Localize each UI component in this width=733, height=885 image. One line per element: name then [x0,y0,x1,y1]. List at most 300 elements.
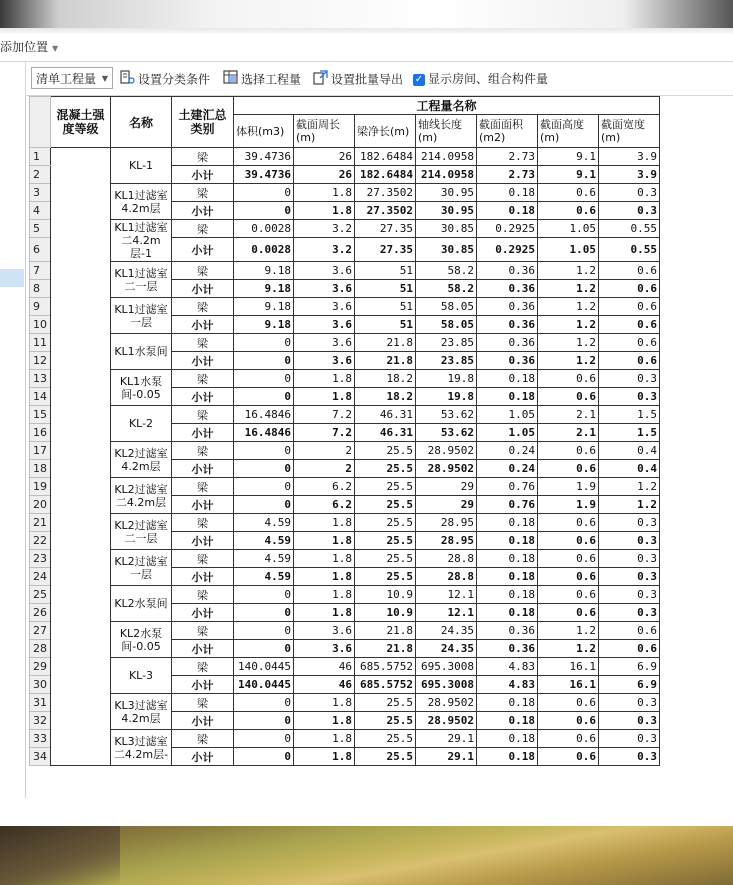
table-row[interactable] [30,334,660,352]
value-cell[interactable]: 2.73 [477,148,538,166]
value-cell[interactable]: 16.1 [538,658,599,676]
value-cell[interactable]: 0.6 [538,514,599,532]
value-cell[interactable]: 28.9502 [416,694,477,712]
value-cell[interactable]: 0.4 [599,442,660,460]
value-cell[interactable]: 58.2 [416,262,477,280]
value-cell[interactable]: 3.2 [294,238,355,262]
value-cell[interactable]: 29.1 [416,730,477,748]
value-cell[interactable]: 18.2 [355,370,416,388]
category-cell[interactable]: 梁 [172,514,234,532]
list-type-select[interactable] [31,67,113,89]
value-cell[interactable]: 25.5 [355,442,416,460]
name-cell[interactable]: KL1过滤室二4.2m层-1 [111,220,172,262]
value-cell[interactable]: 0.24 [477,460,538,478]
name-cell[interactable]: KL2过滤室一层 [111,550,172,586]
value-cell[interactable]: 0 [234,334,294,352]
value-cell[interactable]: 0.3 [599,370,660,388]
value-cell[interactable]: 0.18 [477,730,538,748]
value-cell[interactable]: 0.3 [599,694,660,712]
value-cell[interactable]: 3.9 [599,148,660,166]
value-cell[interactable]: 4.83 [477,676,538,694]
value-cell[interactable]: 0.36 [477,640,538,658]
name-cell[interactable]: KL2过滤室4.2m层 [111,442,172,478]
value-cell[interactable]: 25.5 [355,460,416,478]
left-panel-selected-row[interactable] [0,269,24,287]
table-row[interactable] [30,658,660,676]
value-cell[interactable]: 6.2 [294,478,355,496]
value-cell[interactable]: 16.4846 [234,406,294,424]
value-cell[interactable]: 2 [294,460,355,478]
category-cell[interactable]: 梁 [172,184,234,202]
value-cell[interactable]: 0 [234,496,294,514]
value-cell[interactable]: 0 [234,370,294,388]
value-cell[interactable]: 0.55 [599,238,660,262]
value-cell[interactable]: 0.6 [538,550,599,568]
value-cell[interactable]: 2.1 [538,424,599,442]
category-cell[interactable]: 梁 [172,220,234,238]
value-cell[interactable]: 0 [234,748,294,766]
value-cell[interactable]: 0.36 [477,298,538,316]
value-cell[interactable]: 1.8 [294,388,355,406]
value-cell[interactable]: 28.95 [416,514,477,532]
value-cell[interactable]: 214.0958 [416,148,477,166]
category-cell[interactable]: 小计 [172,166,234,184]
value-cell[interactable]: 46.31 [355,406,416,424]
value-cell[interactable]: 1.8 [294,532,355,550]
value-cell[interactable]: 0 [234,442,294,460]
value-cell[interactable]: 30.95 [416,184,477,202]
value-cell[interactable]: 0.18 [477,748,538,766]
value-cell[interactable]: 0.0028 [234,220,294,238]
value-cell[interactable]: 7.2 [294,406,355,424]
category-cell[interactable]: 梁 [172,550,234,568]
table-row[interactable] [30,148,660,166]
value-cell[interactable]: 3.6 [294,334,355,352]
value-cell[interactable]: 28.95 [416,532,477,550]
value-cell[interactable]: 0.6 [538,532,599,550]
value-cell[interactable]: 1.8 [294,748,355,766]
value-cell[interactable]: 0 [234,478,294,496]
value-cell[interactable]: 21.8 [355,622,416,640]
value-cell[interactable]: 27.3502 [355,202,416,220]
value-cell[interactable]: 0.6 [538,442,599,460]
category-cell[interactable]: 梁 [172,298,234,316]
value-cell[interactable]: 58.2 [416,280,477,298]
value-cell[interactable]: 0.3 [599,730,660,748]
table-row[interactable] [30,442,660,460]
value-cell[interactable]: 28.8 [416,568,477,586]
value-cell[interactable]: 9.18 [234,280,294,298]
table-row[interactable] [30,586,660,604]
value-cell[interactable]: 4.83 [477,658,538,676]
value-cell[interactable]: 51 [355,316,416,334]
value-cell[interactable]: 9.1 [538,148,599,166]
value-cell[interactable]: 0 [234,712,294,730]
value-cell[interactable]: 0.0028 [234,238,294,262]
value-cell[interactable]: 9.1 [538,166,599,184]
value-cell[interactable]: 25.5 [355,730,416,748]
value-cell[interactable]: 0 [234,352,294,370]
value-cell[interactable]: 0.6 [538,388,599,406]
value-cell[interactable]: 12.1 [416,604,477,622]
value-cell[interactable]: 0.36 [477,280,538,298]
value-cell[interactable]: 28.8 [416,550,477,568]
table-row[interactable] [30,262,660,280]
value-cell[interactable]: 10.9 [355,604,416,622]
value-cell[interactable]: 58.05 [416,298,477,316]
value-cell[interactable]: 140.0445 [234,658,294,676]
table-row[interactable] [30,622,660,640]
add-location-menu[interactable] [0,34,733,60]
table-row[interactable] [30,550,660,568]
value-cell[interactable]: 0.18 [477,514,538,532]
value-cell[interactable]: 2.73 [477,166,538,184]
value-cell[interactable]: 1.8 [294,184,355,202]
value-cell[interactable]: 0.3 [599,388,660,406]
value-cell[interactable]: 182.6484 [355,166,416,184]
name-cell[interactable]: KL3过滤室二4.2m层- [111,730,172,766]
table-row[interactable] [30,730,660,748]
name-cell[interactable]: KL2水泵间-0.05 [111,622,172,658]
value-cell[interactable]: 0.3 [599,514,660,532]
value-cell[interactable]: 3.6 [294,352,355,370]
value-cell[interactable]: 4.59 [234,568,294,586]
value-cell[interactable]: 39.4736 [234,166,294,184]
category-cell[interactable]: 梁 [172,406,234,424]
value-cell[interactable]: 0.3 [599,532,660,550]
table-row[interactable] [30,220,660,238]
value-cell[interactable]: 1.05 [538,238,599,262]
value-cell[interactable]: 1.05 [538,220,599,238]
value-cell[interactable]: 695.3008 [416,658,477,676]
value-cell[interactable]: 0 [234,388,294,406]
category-cell[interactable]: 梁 [172,730,234,748]
value-cell[interactable]: 1.8 [294,730,355,748]
value-cell[interactable]: 6.9 [599,658,660,676]
value-cell[interactable]: 0.6 [538,748,599,766]
category-cell[interactable]: 小计 [172,352,234,370]
table-row[interactable] [30,478,660,496]
value-cell[interactable]: 26 [294,166,355,184]
value-cell[interactable]: 0.76 [477,478,538,496]
value-cell[interactable]: 0.18 [477,184,538,202]
value-cell[interactable]: 6.9 [599,676,660,694]
value-cell[interactable]: 1.2 [538,298,599,316]
value-cell[interactable]: 0 [234,586,294,604]
category-cell[interactable]: 小计 [172,388,234,406]
value-cell[interactable]: 1.5 [599,406,660,424]
value-cell[interactable]: 46.31 [355,424,416,442]
value-cell[interactable]: 53.62 [416,424,477,442]
value-cell[interactable]: 0.18 [477,568,538,586]
category-cell[interactable]: 小计 [172,202,234,220]
value-cell[interactable]: 3.6 [294,316,355,334]
value-cell[interactable]: 0.6 [538,586,599,604]
value-cell[interactable]: 29 [416,496,477,514]
value-cell[interactable]: 30.85 [416,220,477,238]
value-cell[interactable]: 25.5 [355,514,416,532]
value-cell[interactable]: 1.8 [294,712,355,730]
category-cell[interactable]: 小计 [172,316,234,334]
value-cell[interactable]: 0 [234,604,294,622]
category-cell[interactable]: 梁 [172,262,234,280]
value-cell[interactable]: 3.6 [294,622,355,640]
table-row[interactable] [30,514,660,532]
value-cell[interactable]: 0.6 [538,604,599,622]
value-cell[interactable]: 1.2 [599,496,660,514]
value-cell[interactable]: 9.18 [234,298,294,316]
value-cell[interactable]: 2.1 [538,406,599,424]
value-cell[interactable]: 0.2925 [477,220,538,238]
value-cell[interactable]: 182.6484 [355,148,416,166]
value-cell[interactable]: 10.9 [355,586,416,604]
value-cell[interactable]: 0 [234,730,294,748]
value-cell[interactable]: 0.36 [477,316,538,334]
value-cell[interactable]: 3.6 [294,280,355,298]
value-cell[interactable]: 0.6 [599,298,660,316]
category-cell[interactable]: 小计 [172,424,234,442]
set-category-button[interactable] [120,70,210,88]
value-cell[interactable]: 1.2 [538,334,599,352]
value-cell[interactable]: 0.6 [538,694,599,712]
value-cell[interactable]: 685.5752 [355,676,416,694]
value-cell[interactable]: 0.18 [477,586,538,604]
value-cell[interactable]: 3.2 [294,220,355,238]
category-cell[interactable]: 小计 [172,532,234,550]
category-cell[interactable]: 梁 [172,586,234,604]
value-cell[interactable]: 51 [355,298,416,316]
value-cell[interactable]: 0.3 [599,184,660,202]
value-cell[interactable]: 19.8 [416,388,477,406]
category-cell[interactable]: 小计 [172,280,234,298]
value-cell[interactable]: 0.6 [599,316,660,334]
category-cell[interactable]: 小计 [172,568,234,586]
table-row[interactable] [30,370,660,388]
category-cell[interactable]: 小计 [172,712,234,730]
value-cell[interactable]: 0.6 [538,370,599,388]
table-row[interactable] [30,184,660,202]
value-cell[interactable]: 0.18 [477,712,538,730]
name-cell[interactable]: KL3过滤室4.2m层 [111,694,172,730]
value-cell[interactable]: 0.3 [599,748,660,766]
value-cell[interactable]: 16.1 [538,676,599,694]
value-cell[interactable]: 19.8 [416,370,477,388]
select-quantity-button[interactable] [223,70,301,88]
value-cell[interactable]: 0.4 [599,460,660,478]
table-row[interactable] [30,298,660,316]
value-cell[interactable]: 25.5 [355,748,416,766]
value-cell[interactable]: 27.35 [355,220,416,238]
value-cell[interactable]: 0.18 [477,604,538,622]
value-cell[interactable]: 1.9 [538,478,599,496]
value-cell[interactable]: 3.6 [294,640,355,658]
value-cell[interactable]: 0.6 [538,730,599,748]
value-cell[interactable]: 1.2 [538,280,599,298]
value-cell[interactable]: 1.05 [477,424,538,442]
value-cell[interactable]: 25.5 [355,478,416,496]
value-cell[interactable]: 1.8 [294,604,355,622]
value-cell[interactable]: 29.1 [416,748,477,766]
value-cell[interactable]: 24.35 [416,640,477,658]
category-cell[interactable]: 梁 [172,658,234,676]
value-cell[interactable]: 51 [355,280,416,298]
table-row[interactable] [30,406,660,424]
value-cell[interactable]: 1.5 [599,424,660,442]
value-cell[interactable]: 685.5752 [355,658,416,676]
value-cell[interactable]: 21.8 [355,334,416,352]
name-cell[interactable]: KL1水泵间-0.05 [111,370,172,406]
value-cell[interactable]: 0.6 [599,280,660,298]
value-cell[interactable]: 1.2 [599,478,660,496]
value-cell[interactable]: 27.35 [355,238,416,262]
value-cell[interactable]: 0.2925 [477,238,538,262]
category-cell[interactable]: 小计 [172,238,234,262]
value-cell[interactable]: 0.36 [477,352,538,370]
name-cell[interactable]: KL1过滤室一层 [111,298,172,334]
value-cell[interactable]: 0.6 [538,712,599,730]
value-cell[interactable]: 39.4736 [234,148,294,166]
name-cell[interactable]: KL-2 [111,406,172,442]
value-cell[interactable]: 25.5 [355,532,416,550]
value-cell[interactable]: 1.8 [294,586,355,604]
value-cell[interactable]: 51 [355,262,416,280]
value-cell[interactable]: 25.5 [355,496,416,514]
value-cell[interactable]: 0.6 [599,640,660,658]
value-cell[interactable]: 18.2 [355,388,416,406]
value-cell[interactable]: 0 [234,694,294,712]
value-cell[interactable]: 1.2 [538,622,599,640]
name-cell[interactable]: KL-3 [111,658,172,694]
value-cell[interactable]: 46 [294,676,355,694]
value-cell[interactable]: 1.2 [538,640,599,658]
category-cell[interactable]: 梁 [172,334,234,352]
value-cell[interactable]: 3.6 [294,262,355,280]
value-cell[interactable]: 0 [234,202,294,220]
value-cell[interactable]: 0 [234,640,294,658]
value-cell[interactable]: 1.8 [294,550,355,568]
name-cell[interactable]: KL1过滤室二一层 [111,262,172,298]
name-cell[interactable]: KL1过滤室4.2m层 [111,184,172,220]
value-cell[interactable]: 53.62 [416,406,477,424]
value-cell[interactable]: 1.9 [538,496,599,514]
value-cell[interactable]: 214.0958 [416,166,477,184]
value-cell[interactable]: 3.6 [294,298,355,316]
value-cell[interactable]: 4.59 [234,550,294,568]
value-cell[interactable]: 0 [234,184,294,202]
value-cell[interactable]: 0.6 [538,460,599,478]
value-cell[interactable]: 27.3502 [355,184,416,202]
category-cell[interactable]: 小计 [172,496,234,514]
category-cell[interactable]: 梁 [172,478,234,496]
value-cell[interactable]: 1.8 [294,514,355,532]
value-cell[interactable]: 0.6 [538,184,599,202]
value-cell[interactable]: 12.1 [416,586,477,604]
value-cell[interactable]: 29 [416,478,477,496]
value-cell[interactable]: 0.6 [599,334,660,352]
category-cell[interactable]: 小计 [172,676,234,694]
value-cell[interactable]: 23.85 [416,334,477,352]
show-rooms-checkbox[interactable] [413,70,548,88]
value-cell[interactable]: 1.8 [294,370,355,388]
value-cell[interactable]: 1.8 [294,694,355,712]
value-cell[interactable]: 7.2 [294,424,355,442]
value-cell[interactable]: 0.3 [599,550,660,568]
value-cell[interactable]: 1.2 [538,352,599,370]
category-cell[interactable]: 梁 [172,370,234,388]
category-cell[interactable]: 梁 [172,442,234,460]
name-cell[interactable]: KL-1 [111,148,172,184]
value-cell[interactable]: 0.6 [599,352,660,370]
value-cell[interactable]: 695.3008 [416,676,477,694]
value-cell[interactable]: 0.18 [477,532,538,550]
value-cell[interactable]: 0.3 [599,712,660,730]
value-cell[interactable]: 58.05 [416,316,477,334]
value-cell[interactable]: 0.18 [477,550,538,568]
value-cell[interactable]: 25.5 [355,550,416,568]
value-cell[interactable]: 4.59 [234,532,294,550]
name-cell[interactable]: KL2水泵间 [111,586,172,622]
value-cell[interactable]: 6.2 [294,496,355,514]
value-cell[interactable]: 1.8 [294,202,355,220]
category-cell[interactable]: 梁 [172,148,234,166]
value-cell[interactable]: 0.3 [599,568,660,586]
value-cell[interactable]: 1.2 [538,262,599,280]
batch-export-button[interactable] [313,70,403,88]
value-cell[interactable]: 28.9502 [416,442,477,460]
value-cell[interactable]: 21.8 [355,352,416,370]
value-cell[interactable]: 9.18 [234,262,294,280]
value-cell[interactable]: 0.36 [477,334,538,352]
value-cell[interactable]: 0.55 [599,220,660,238]
value-cell[interactable]: 1.8 [294,568,355,586]
value-cell[interactable]: 0.6 [599,262,660,280]
value-cell[interactable]: 0.3 [599,202,660,220]
value-cell[interactable]: 25.5 [355,694,416,712]
category-cell[interactable]: 小计 [172,460,234,478]
value-cell[interactable]: 0.3 [599,586,660,604]
value-cell[interactable]: 0.6 [538,568,599,586]
value-cell[interactable]: 2 [294,442,355,460]
name-cell[interactable]: KL1水泵间 [111,334,172,370]
value-cell[interactable]: 1.2 [538,316,599,334]
category-cell[interactable]: 梁 [172,622,234,640]
value-cell[interactable]: 0.6 [599,622,660,640]
category-cell[interactable]: 梁 [172,694,234,712]
value-cell[interactable]: 140.0445 [234,676,294,694]
value-cell[interactable]: 0.18 [477,370,538,388]
category-cell[interactable]: 小计 [172,640,234,658]
value-cell[interactable]: 23.85 [416,352,477,370]
value-cell[interactable]: 46 [294,658,355,676]
value-cell[interactable]: 0.18 [477,202,538,220]
value-cell[interactable]: 0.76 [477,496,538,514]
value-cell[interactable]: 26 [294,148,355,166]
category-cell[interactable]: 小计 [172,604,234,622]
value-cell[interactable]: 21.8 [355,640,416,658]
value-cell[interactable]: 28.9502 [416,712,477,730]
value-cell[interactable]: 24.35 [416,622,477,640]
value-cell[interactable]: 0.6 [538,202,599,220]
value-cell[interactable]: 30.95 [416,202,477,220]
value-cell[interactable]: 0.3 [599,604,660,622]
name-cell[interactable]: KL2过滤室二一层 [111,514,172,550]
value-cell[interactable]: 16.4846 [234,424,294,442]
value-cell[interactable]: 0.18 [477,694,538,712]
value-cell[interactable]: 0.24 [477,442,538,460]
table-row[interactable] [30,694,660,712]
value-cell[interactable]: 0 [234,622,294,640]
name-cell[interactable]: KL2过滤室二4.2m层 [111,478,172,514]
